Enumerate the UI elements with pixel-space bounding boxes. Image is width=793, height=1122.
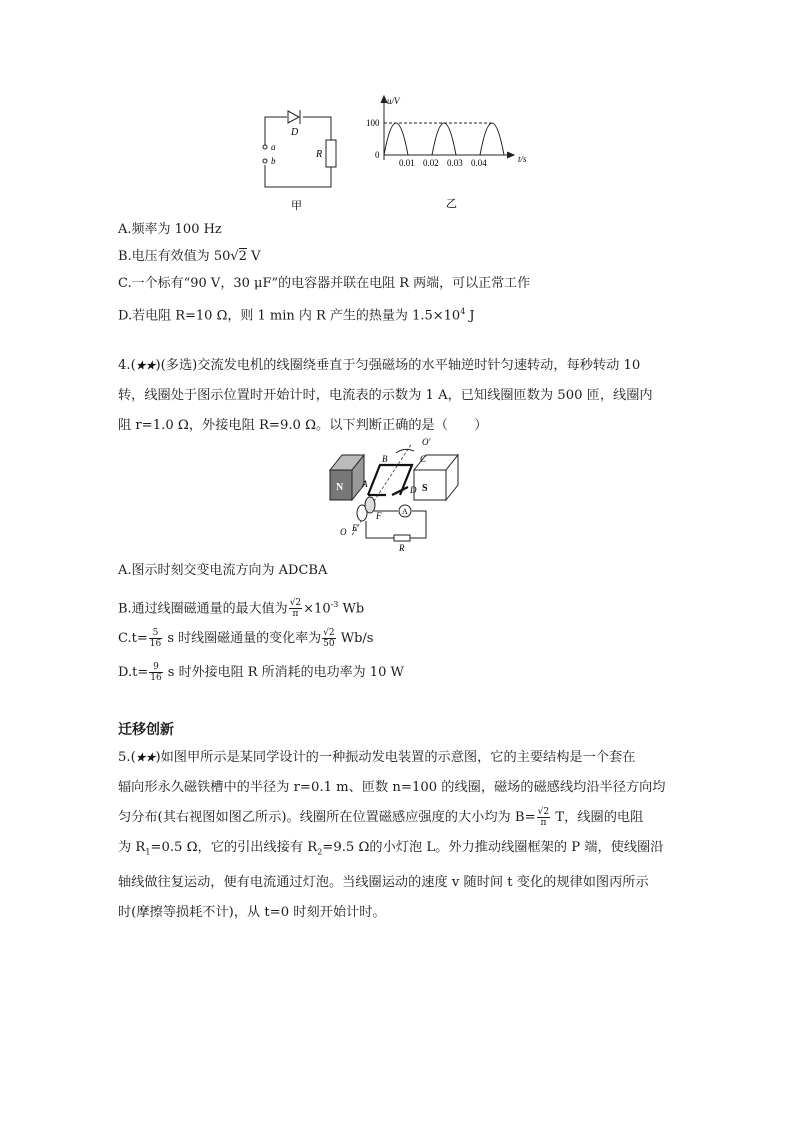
coil-label-d: D [410, 485, 417, 495]
q3-option-b-text: B.电压有效值为 50 [118, 249, 231, 264]
terminal-b-label: b [271, 156, 276, 166]
q4-stem-line-1 [118, 351, 678, 381]
sqrt-sign: √ [230, 249, 239, 264]
difficulty-star-icon: ★★ [135, 751, 156, 764]
q4-option-c-prefix: C.t= [118, 631, 148, 646]
q3-option-b-root: 2 [238, 249, 247, 264]
q5-line-4 [118, 833, 678, 868]
terminal-a-label: a [271, 142, 276, 152]
terminal-b [263, 159, 267, 163]
q4-option-d [118, 660, 404, 686]
q4-option-c [118, 626, 373, 652]
q4-number: 4.( [118, 358, 136, 373]
q3-option-d [118, 303, 475, 325]
q4-option-a: A.图示时刻交变电流方向为 ADCBA [118, 563, 328, 578]
q5-stem [118, 743, 678, 928]
q4-option-b-text: B.通过线圈磁通量的最大值为 [118, 601, 288, 617]
q4-stem [118, 351, 678, 441]
fraction-numerator: 5 [149, 628, 162, 639]
fraction [149, 628, 162, 649]
fraction [149, 662, 162, 683]
fraction [537, 807, 550, 828]
q5-text-4a: 为 R [118, 840, 146, 855]
difficulty-star-icon: ★★ [135, 359, 156, 372]
half-wave-3 [480, 123, 504, 155]
n-pole-label: N [336, 482, 344, 493]
q5-text-4b: =0.5 Ω，它的引出线接有 R [150, 840, 318, 855]
slip-ring-f [365, 497, 375, 513]
coil-abcd [368, 465, 412, 495]
q3-option-d-text: D.若电阻 R=10 Ω，则 1 min 内 R 产生的热量为 1.5×10 [118, 308, 461, 324]
fraction-numerator: √2 [323, 628, 335, 638]
q5-number: 5.( [118, 750, 136, 765]
q4-option-d-text: s 时外接电阻 R 所消耗的电功率为 10 W [163, 665, 404, 680]
q4-option-c-text: s 时线圈磁通量的变化率为 [163, 631, 322, 646]
q4-option-b [118, 592, 364, 622]
fraction-denominator: 16 [150, 673, 162, 683]
ammeter-label: A [402, 507, 408, 516]
q5-text-1: )如图甲所示是某同学设计的一种振动发电装置的示意图，它的主要结构是一个套在 [155, 750, 636, 765]
n-magnet [330, 455, 364, 500]
fraction-numerator: √2 [289, 598, 302, 609]
y-axis-label: u/V [387, 96, 400, 106]
fraction-numerator: √2 [537, 807, 550, 817]
fraction [322, 628, 335, 649]
resistor-label: R [316, 149, 323, 160]
coil-label-c: C [420, 454, 427, 464]
x-tick-label: 0.01 [399, 158, 415, 168]
resistor-symbol [326, 140, 336, 167]
half-wave-1 [384, 123, 408, 155]
x-tick-label: 0.02 [423, 158, 439, 168]
ring-label-e: E [352, 523, 358, 533]
q4-stem-line-2: 转，线圈处于图示位置时开始计时，电流表的示数为 1 A，已知线圈匝数为 500 匝，线圈内 [118, 388, 653, 403]
q4-option-b-times: ×10 [303, 601, 331, 617]
q4-stem-text-1: )(多选)交流发电机的线圈绕垂直于匀强磁场的水平轴逆时针匀速转动，每秒转动 10 [155, 358, 641, 373]
figure-caption-jia: 甲 [291, 200, 302, 212]
x-tick-label: 0.03 [447, 158, 463, 168]
external-resistor-symbol [394, 535, 410, 541]
voltage-graph [362, 90, 542, 215]
q4-option-c-unit: Wb/s [336, 631, 374, 646]
circuit-diagram [255, 105, 350, 215]
q4-stem-line-3: 阻 r=1.0 Ω，外接电阻 R=9.0 Ω。以下判断正确的是（ ） [118, 418, 488, 433]
half-wave-2 [432, 123, 456, 155]
y-tick-100: 100 [366, 118, 380, 128]
q3-option-d-unit: J [465, 308, 475, 324]
diode-label: D [291, 127, 299, 138]
q5-line-3 [118, 803, 678, 833]
q5-line-5: 轴线做往复运动，便有电流通过灯泡。当线圈运动的速度 v 随时间 t 变化的规律如图丙所示 [118, 874, 649, 890]
external-resistor-label: R [399, 543, 405, 553]
external-circuit [366, 511, 426, 538]
fraction-denominator: 16 [149, 639, 162, 649]
fraction-numerator: 9 [149, 662, 162, 673]
q3-option-a: A.频率为 100 Hz [118, 222, 222, 237]
x-axis-arrow [507, 152, 514, 158]
subscript: 2 [317, 847, 323, 857]
terminal-a [263, 145, 267, 149]
diode-symbol [288, 110, 300, 124]
q3-option-b [118, 248, 260, 266]
fraction-denominator: π [540, 818, 547, 828]
figure-caption-yi: 乙 [446, 198, 457, 210]
origin-label: 0 [375, 150, 380, 160]
q3-option-c: C.一个标有“90 V，30 μF”的电容器并联在电阻 R 两端，可以正常工作 [118, 276, 531, 291]
axis-top-label: O′ [422, 437, 431, 447]
fraction-denominator: π [292, 609, 299, 620]
subscript: 1 [145, 847, 151, 857]
q5-text-4c: =9.5 Ω的小灯泡 L。外力推动线圈框架的 P 端，使线圈沿 [322, 840, 664, 855]
q5-line-6: 时(摩擦等损耗不计)，从 t=0 时刻开始计时。 [118, 904, 386, 920]
x-axis-label: t/s [518, 154, 527, 164]
ring-label-f: F [376, 511, 382, 521]
x-tick-label: 0.04 [471, 158, 487, 168]
rotation-arrow [396, 449, 414, 453]
q5-line-1 [118, 743, 678, 773]
axis-bottom-label: O [340, 527, 347, 537]
q5-line-2: 辐向形永久磁铁槽中的半径为 r=0.1 m、匝数 n=100 的线圈，磁场的磁感线均沿半径方向均 [118, 780, 666, 795]
fraction-denominator: 50 [323, 639, 335, 649]
s-pole-label: S [422, 483, 428, 494]
q4-option-b-exponent: -3 [330, 600, 339, 609]
coil-label-a: A [362, 479, 368, 489]
q5-text-3: 匀分布(其右视图如图乙所示)。线圈所在位置磁感应强度的大小均为 B= [118, 810, 536, 825]
fraction [289, 598, 302, 619]
q4-option-b-unit: Wb [338, 601, 365, 617]
q3-option-b-unit: V [246, 249, 261, 264]
section-heading: 迁移创新 [118, 722, 174, 738]
q4-option-d-prefix: D.t= [118, 665, 149, 680]
q3-option-d-exponent: 4 [460, 307, 466, 316]
q5-text-3b: T，线圈的电阻 [551, 810, 644, 825]
coil-label-b: B [382, 454, 388, 464]
generator-diagram [322, 435, 467, 553]
